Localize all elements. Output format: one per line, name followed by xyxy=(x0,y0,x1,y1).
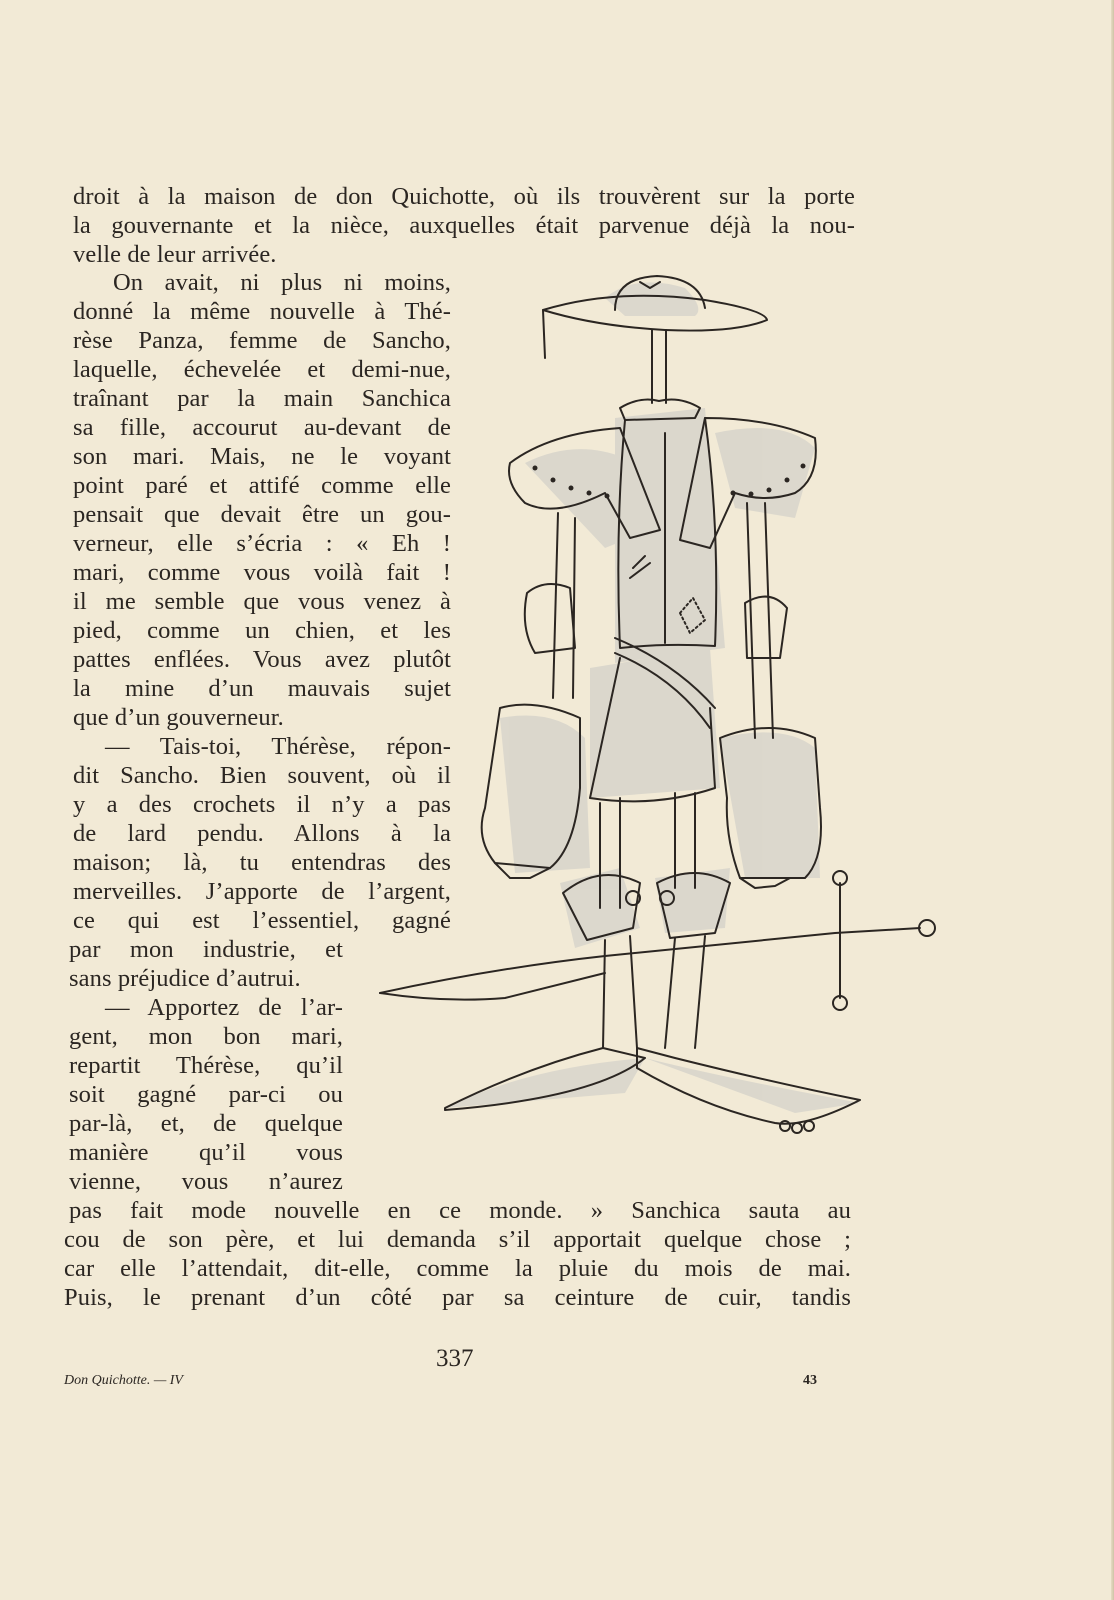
text-line: velle de leur arrivée. xyxy=(73,241,277,268)
text-line: par mon industrie, et xyxy=(69,936,343,963)
text-line: Puis, le prenant d’un côté par sa ceinture de cuir, tandis xyxy=(64,1284,851,1311)
text-line: pattes enflées. Vous avez plutôt xyxy=(73,646,451,673)
text-line: vienne, vous n’aurez xyxy=(69,1168,343,1195)
text-line: point paré et attifé comme elle xyxy=(73,472,451,499)
text-line: laquelle, échevelée et demi-nue, xyxy=(73,356,451,383)
text-line: son mari. Mais, ne le voyant xyxy=(73,443,451,470)
text-line: merveilles. J’apporte de l’argent, xyxy=(73,878,451,905)
text-line: la gouvernante et la nièce, auxquelles était parvenue déjà la nou- xyxy=(73,212,855,239)
text-line: y a des crochets il n’y a pas xyxy=(73,791,451,818)
text-line: ce qui est l’essentiel, gagné xyxy=(73,907,451,934)
text-line: cou de son père, et lui demanda s’il apportait quelque chose ; xyxy=(64,1226,851,1253)
text-line: — Tais-toi, Thérèse, répon- xyxy=(105,733,451,760)
text-line: soit gagné par-ci ou xyxy=(69,1081,343,1108)
text-line: pied, comme un chien, et les xyxy=(73,617,451,644)
text-line: que d’un gouverneur. xyxy=(73,704,284,731)
text-line: manière qu’il vous xyxy=(69,1139,343,1166)
text-line: sans préjudice d’autrui. xyxy=(69,965,301,992)
text-line: il me semble que vous venez à xyxy=(73,588,451,615)
text-line: On avait, ni plus ni moins, xyxy=(113,269,451,296)
text-line: donné la même nouvelle à Thé- xyxy=(73,298,451,325)
text-line: de lard pendu. Allons à la xyxy=(73,820,451,847)
text-line: gent, mon bon mari, xyxy=(69,1023,343,1050)
text-line: pensait que devait être un gou- xyxy=(73,501,451,528)
text-line: traînant par la main Sanchica xyxy=(73,385,451,412)
text-line: repartit Thérèse, qu’il xyxy=(69,1052,343,1079)
signature-mark: 43 xyxy=(803,1373,817,1388)
text-line: mari, comme vous voilà fait ! xyxy=(73,559,451,586)
text-line: car elle l’attendait, dit-elle, comme la pluie du mois de mai. xyxy=(64,1255,851,1282)
text-line: maison; là, tu entendras des xyxy=(73,849,451,876)
text-line: droit à la maison de don Quichotte, où ils trouvèrent sur la porte xyxy=(73,183,855,210)
text-line: verneur, elle s’écria : « Eh ! xyxy=(73,530,451,557)
text-line: par-là, et, de quelque xyxy=(69,1110,343,1137)
text-line: la mine d’un mauvais sujet xyxy=(73,675,451,702)
text-line: rèse Panza, femme de Sancho, xyxy=(73,327,451,354)
armour-illustration xyxy=(375,268,965,1168)
page-number: 337 xyxy=(436,1345,474,1372)
text-line: — Apportez de l’ar- xyxy=(105,994,343,1021)
running-footer: Don Quichotte. — IV xyxy=(64,1373,183,1388)
text-line: sa fille, accourut au-devant de xyxy=(73,414,451,441)
text-line: pas fait mode nouvelle en ce monde. » Sanchica sauta au xyxy=(69,1197,851,1224)
text-line: dit Sancho. Bien souvent, où il xyxy=(73,762,451,789)
